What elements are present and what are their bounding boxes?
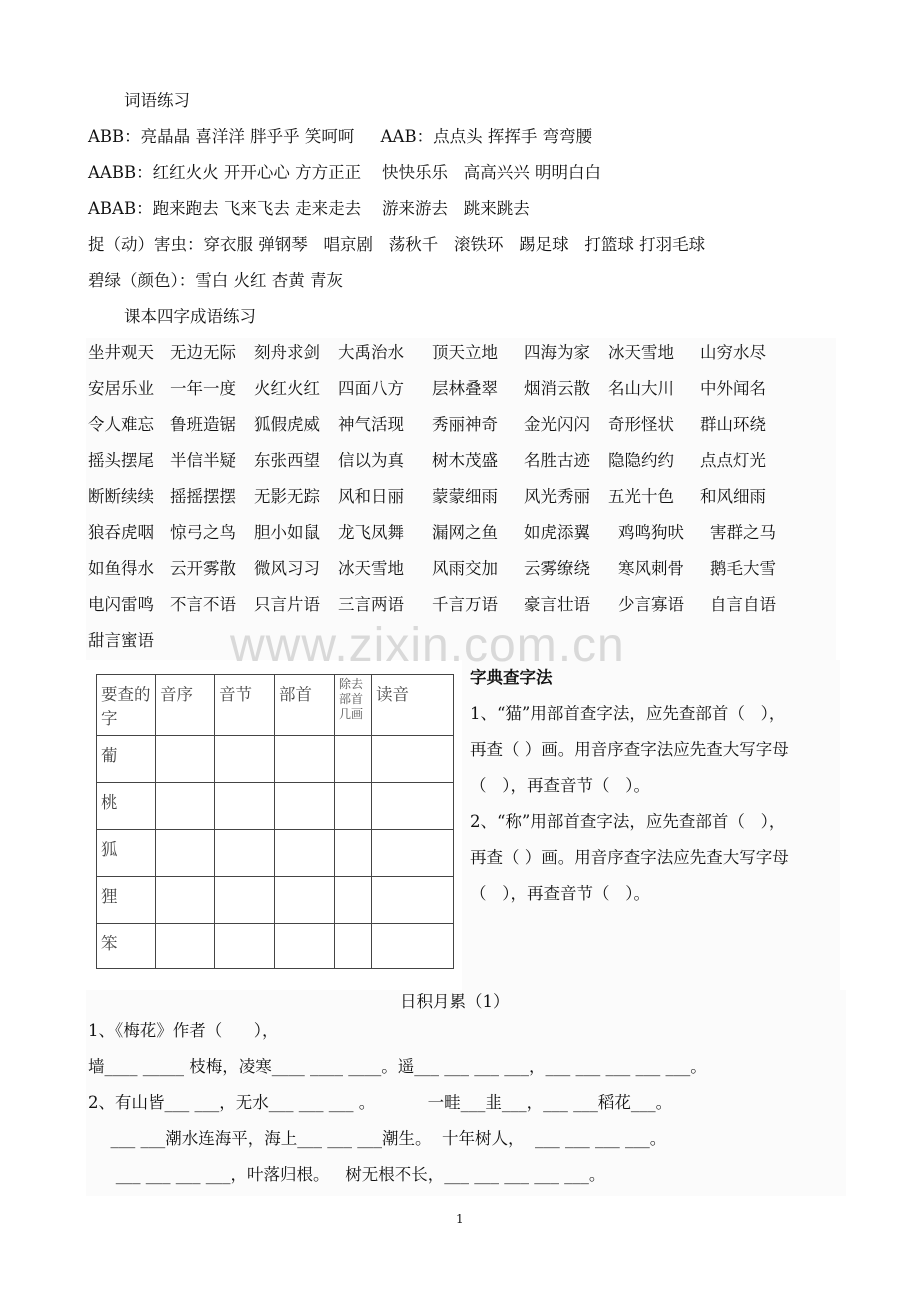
table-header: 要查的字 (97, 675, 156, 736)
idiom: 五光十色 (608, 487, 674, 506)
daily-line: 1、《梅花》作者（ ）， (88, 1021, 279, 1040)
idiom: 如虎添翼 (524, 523, 590, 542)
idiom: 自言自语 (710, 595, 776, 614)
vocab-line: ABB：亮晶晶 喜洋洋 胖乎乎 笑呵呵 AAB：点点头 挥挥手 弯弯腰 (88, 127, 593, 146)
idiom: 甜言蜜语 (88, 631, 154, 650)
vocab-line: 碧绿（颜色）：雪白 火红 杏黄 青灰 (88, 271, 343, 290)
table-cell: 狐 (97, 830, 156, 877)
idiom: 三言两语 (338, 595, 404, 614)
table-row (97, 783, 454, 830)
table-header: 除去部首几画 (335, 675, 372, 736)
idiom: 如鱼得水 (88, 559, 154, 578)
idiom: 摇头摆尾 (88, 451, 154, 470)
vocab-title: 词语练习 (124, 91, 190, 110)
table-cell: 葡 (97, 736, 156, 783)
idiom: 大禹治水 (338, 343, 404, 362)
dictionary-line: 再查（ ）画。用音序查字法应先查大写字母 (470, 848, 789, 867)
idiom: 豪言壮语 (524, 595, 590, 614)
idiom: 云雾缭绕 (524, 559, 590, 578)
idiom: 烟消云散 (524, 379, 590, 398)
daily-line: ___ ___潮水连海平，海上___ ___ ___潮生。 十年树人， ___ ___ ___ ___。 (100, 1129, 667, 1148)
idiom: 风和日丽 (338, 487, 404, 506)
dictionary-table (96, 674, 454, 969)
vocab-line: AABB：红红火火 开开心心 方方正正 快快乐乐 高高兴兴 明明白白 (88, 163, 602, 182)
idiom: 微风习习 (254, 559, 320, 578)
idiom: 蒙蒙细雨 (432, 487, 498, 506)
dictionary-line: 1、“猫”用部首查字法，应先查部首（ ）， (470, 704, 786, 723)
page-number: 1 (456, 1212, 464, 1226)
idiom: 中外闻名 (700, 379, 766, 398)
table-header: 音序 (156, 675, 215, 736)
dictionary-line: （ ），再查音节（ ）。 (470, 776, 650, 795)
idiom: 不言不语 (170, 595, 236, 614)
idiom: 金光闪闪 (524, 415, 590, 434)
idiom: 名山大川 (608, 379, 674, 398)
idiom: 秀丽神奇 (432, 415, 498, 434)
dictionary-line: 2、“称”用部首查字法，应先查部首（ ）， (470, 812, 786, 831)
idiom: 点点灯光 (700, 451, 766, 470)
idiom: 冰天雪地 (338, 559, 404, 578)
table-header: 部首 (275, 675, 335, 736)
daily-line: ___ ___ ___ ___，叶落归根。 树无根不长，___ ___ ___ ___ ___。 (100, 1165, 606, 1184)
idiom: 狐假虎威 (254, 415, 320, 434)
idiom: 电闪雷鸣 (88, 595, 154, 614)
idiom: 惊弓之鸟 (170, 523, 236, 542)
idiom: 神气活现 (338, 415, 404, 434)
idiom: 风雨交加 (432, 559, 498, 578)
table-cell: 桃 (97, 783, 156, 830)
idiom: 无边无际 (170, 343, 236, 362)
daily-line: 墙____ _____ 枝梅，凌寒____ ____ ____。遥___ ___ ___ ___，___ ___ ___ ___ ___。 (88, 1057, 707, 1076)
idiom: 胆小如鼠 (254, 523, 320, 542)
idiom: 和风细雨 (700, 487, 766, 506)
idiom: 刻舟求剑 (254, 343, 320, 362)
idiom: 树木茂盛 (432, 451, 498, 470)
table-cell: 笨 (97, 924, 156, 969)
idioms-title: 课本四字成语练习 (124, 307, 256, 326)
table-row (97, 877, 454, 924)
idiom: 漏网之鱼 (432, 523, 498, 542)
idiom: 隐隐约约 (608, 451, 674, 470)
table-row (97, 830, 454, 877)
idiom: 令人难忘 (88, 415, 154, 434)
table-header: 音节 (215, 675, 275, 736)
idiom: 名胜古迹 (524, 451, 590, 470)
idiom: 寒风刺骨 (618, 559, 684, 578)
idiom: 鲁班造锯 (170, 415, 236, 434)
table-row (97, 736, 454, 783)
idiom: 鹅毛大雪 (710, 559, 776, 578)
idiom: 半信半疑 (170, 451, 236, 470)
idiom: 鸡鸣狗吠 (618, 523, 684, 542)
idiom: 安居乐业 (88, 379, 154, 398)
vocab-line: 捉（动）害虫：穿衣服 弹钢琴 唱京剧 荡秋千 滚铁环 踢足球 打篮球 打羽毛球 (88, 235, 706, 254)
idiom: 风光秀丽 (524, 487, 590, 506)
idiom: 千言万语 (432, 595, 498, 614)
dictionary-title: 字典查字法 (470, 669, 553, 687)
idiom: 一年一度 (170, 379, 236, 398)
idiom: 狼吞虎咽 (88, 523, 154, 542)
idiom: 信以为真 (338, 451, 404, 470)
table-cell: 狸 (97, 877, 156, 924)
idiom: 四海为家 (524, 343, 590, 362)
watermark: www.zixin.com.cn (230, 619, 625, 672)
idiom: 云开雾散 (170, 559, 236, 578)
dictionary-line: 再查（ ）画。用音序查字法应先查大写字母 (470, 740, 789, 759)
daily-title: 日积月累（1） (400, 992, 510, 1011)
idiom: 冰天雪地 (608, 343, 674, 362)
idiom: 群山环绕 (700, 415, 766, 434)
idiom: 四面八方 (338, 379, 404, 398)
idiom: 龙飞凤舞 (338, 523, 404, 542)
idiom: 摇摇摆摆 (170, 487, 236, 506)
idiom: 只言片语 (254, 595, 320, 614)
vocab-line: ABAB：跑来跑去 飞来飞去 走来走去 游来游去 跳来跳去 (88, 199, 530, 218)
idiom: 火红火红 (254, 379, 320, 398)
idiom: 坐井观天 (88, 343, 154, 362)
idiom: 东张西望 (254, 451, 320, 470)
idiom: 奇形怪状 (608, 415, 674, 434)
table-row (97, 924, 454, 969)
table-header: 读音 (372, 675, 454, 736)
dictionary-line: （ ），再查音节（ ）。 (470, 884, 650, 903)
idiom: 山穷水尽 (700, 343, 766, 362)
idiom: 少言寡语 (618, 595, 684, 614)
idiom: 断断续续 (88, 487, 154, 506)
idiom: 害群之马 (710, 523, 776, 542)
idiom: 顶天立地 (432, 343, 498, 362)
daily-line: 2、有山皆___ ___，无水___ ___ ___ 。 一畦___韭___，___ ___稻花___。 (88, 1093, 673, 1112)
idiom: 无影无踪 (254, 487, 320, 506)
idiom: 层林叠翠 (432, 379, 498, 398)
